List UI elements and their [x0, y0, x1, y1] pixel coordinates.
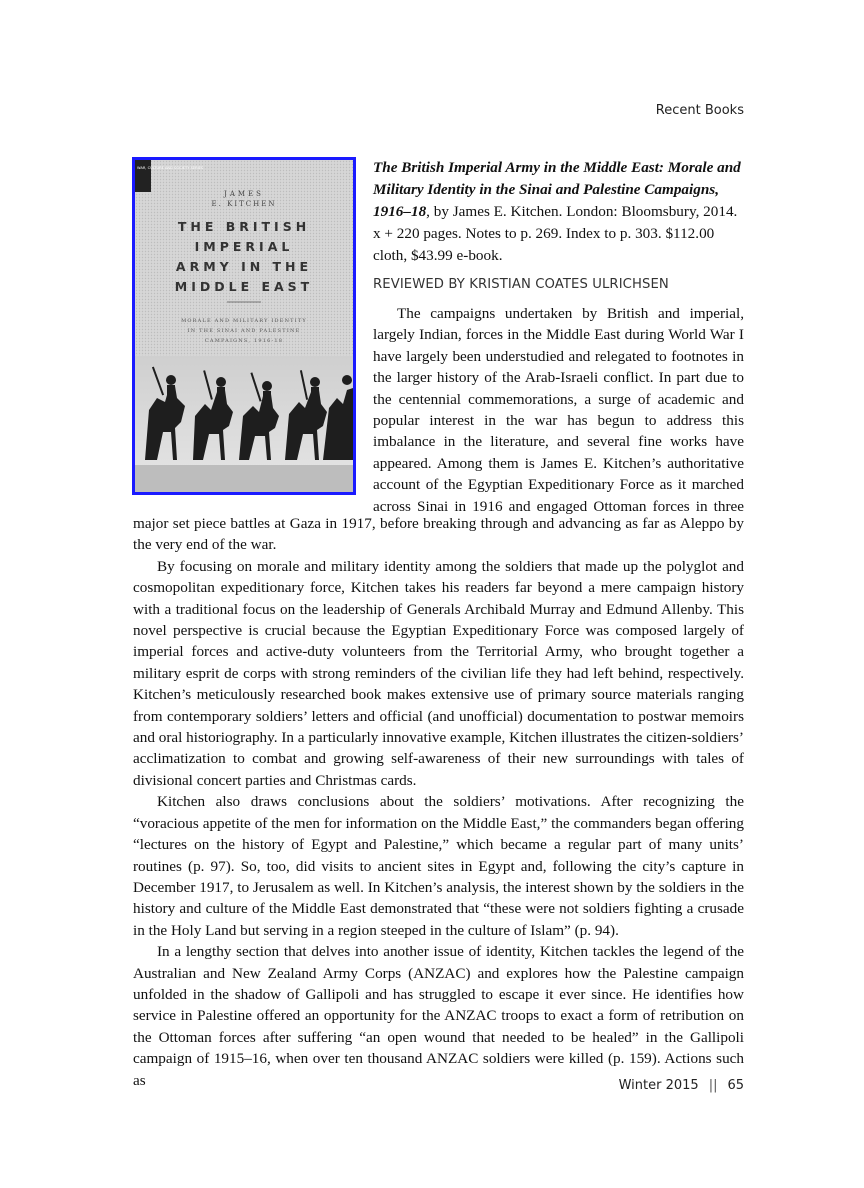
paragraph-1-column — [373, 303, 744, 517]
cover-title-line-2: IMPERIAL — [194, 239, 294, 254]
book-title: The British Imperial Army in the Middle East: Morale and Military Identity in the Sinai and Palestine Campaigns, 1916–18 — [373, 159, 741, 220]
book-publication-details: , by James E. Kitchen. London: Bloomsbury, 2014. x + 220 pages. Notes to p. 269. Index to p. 303. $112.00 cloth, $43.99 e-book. — [373, 203, 738, 264]
paragraph-2: By focusing on morale and military identity among the soldiers that made up the polyglot and cosmopolitan expeditionary force, Kitchen takes his readers far beyond a mere campaign history with a traditional focus on the leadership of Generals Archibald Murray and Edmund Allenby. This novel perspective is crucial because the Egyptian Expeditionary Force was composed largely of imperial forces and active-duty volunteers from the Territorial Army, who brought together a military esprit de corps with strong reminders of the civilian life they had left behind, respectively. Kitchen’s meticulously researched book makes extensive use of primary source materials ranging from contemporary soldiers’ letters and official (and unofficial) documentation to postwar memoirs and oral historiography. In a particularly innovative example, Kitchen illustrates the citizen-soldiers’ acclimatization to combat and growing self-awareness of their new surroundings with tales of divisional concert parties and Christmas cards. — [133, 557, 744, 789]
book-cover-art — [135, 160, 353, 492]
cover-title-line-4: MIDDLE EAST — [174, 279, 314, 294]
cover-author-line-1: JAMES — [224, 190, 264, 198]
cover-subtitle-line-3: CAMPAIGNS, 1916-18 — [204, 338, 284, 344]
main-text-block — [133, 513, 744, 1091]
cover-author-line-2: E. KITCHEN — [211, 200, 277, 208]
book-cover-image — [132, 157, 356, 495]
page-footer — [619, 1078, 744, 1093]
paragraph-1-continuation: major set piece battles at Gaza in 1917, before breaking through and advancing as far as Aleppo by the very end of the war. — [133, 515, 744, 554]
footer-issue: Winter 2015 — [618, 1078, 699, 1093]
paragraph-4: In a lengthy section that delves into another issue of identity, Kitchen tackles the legend of the Australian and New Zealand Army Corps (ANZAC) and explores how the Palestine campaign unfolded in the shadow of Gallipoli and has struggled to escape it ever since. He identifies how service in Palestine offered an opportunity for the ANZAC troops to exact a form of retribution on the Ottoman forces after suffering “an open wound that needed to be healed” in the Gallipoli campaign of 1915–16, when over ten thousand ANZAC soldiers were killed (p. 159). Actions such as — [133, 943, 744, 1089]
reviewer-byline: REVIEWED BY KRISTIAN COATES ULRICHSEN — [373, 277, 669, 292]
cover-series-label: WAR, CULTURE AND SOCIETY SERIES — [137, 166, 204, 170]
paragraph-1-opening: The campaigns undertaken by British and imperial, largely Indian, forces in the Middle East during World War I have largely been understudied and relegated to footnotes in the larger history of the Arab-Israeli conflict. In part due to the centennial commemorations, a surge of academic and popular interest in the war has begun to address this imbalance in the literature, and several fine works have appeared. Among them is James E. Kitchen’s authoritative account of the Egyptian Expeditionary Force as it marched across Sinai in 1916 and engaged Ottoman forces in three — [373, 305, 744, 515]
cover-subtitle-line-2: IN THE SINAI AND PALESTINE — [187, 328, 301, 334]
running-head: Recent Books — [655, 103, 744, 118]
paragraph-3: Kitchen also draws conclusions about the soldiers’ motivations. After recognizing the “voracious appetite of the men for information on the Middle East,” the commanders began offering “lectures on the history of Egypt and Palestine,” which became a regular part of many units’ routines (p. 97). So, too, did visits to ancient sites in Egypt and, following the city’s capture in December 1917, to Jerusalem as well. In Kitchen’s analysis, the interest shown by the soldiers in the history and culture of the Middle East demonstrated that “these were not soldiers fighting a crusade in the Holy Land but serving in a region steeped in the culture of Islam” (p. 94). — [133, 793, 744, 939]
footer-separator: || — [708, 1078, 718, 1093]
book-citation — [373, 157, 744, 267]
cover-subtitle-line-1: MORALE AND MILITARY IDENTITY — [181, 318, 307, 324]
cover-title-line-3: ARMY IN THE — [175, 259, 313, 274]
cover-title-line-1: THE BRITISH — [177, 219, 311, 234]
page-number: 65 — [727, 1078, 744, 1093]
